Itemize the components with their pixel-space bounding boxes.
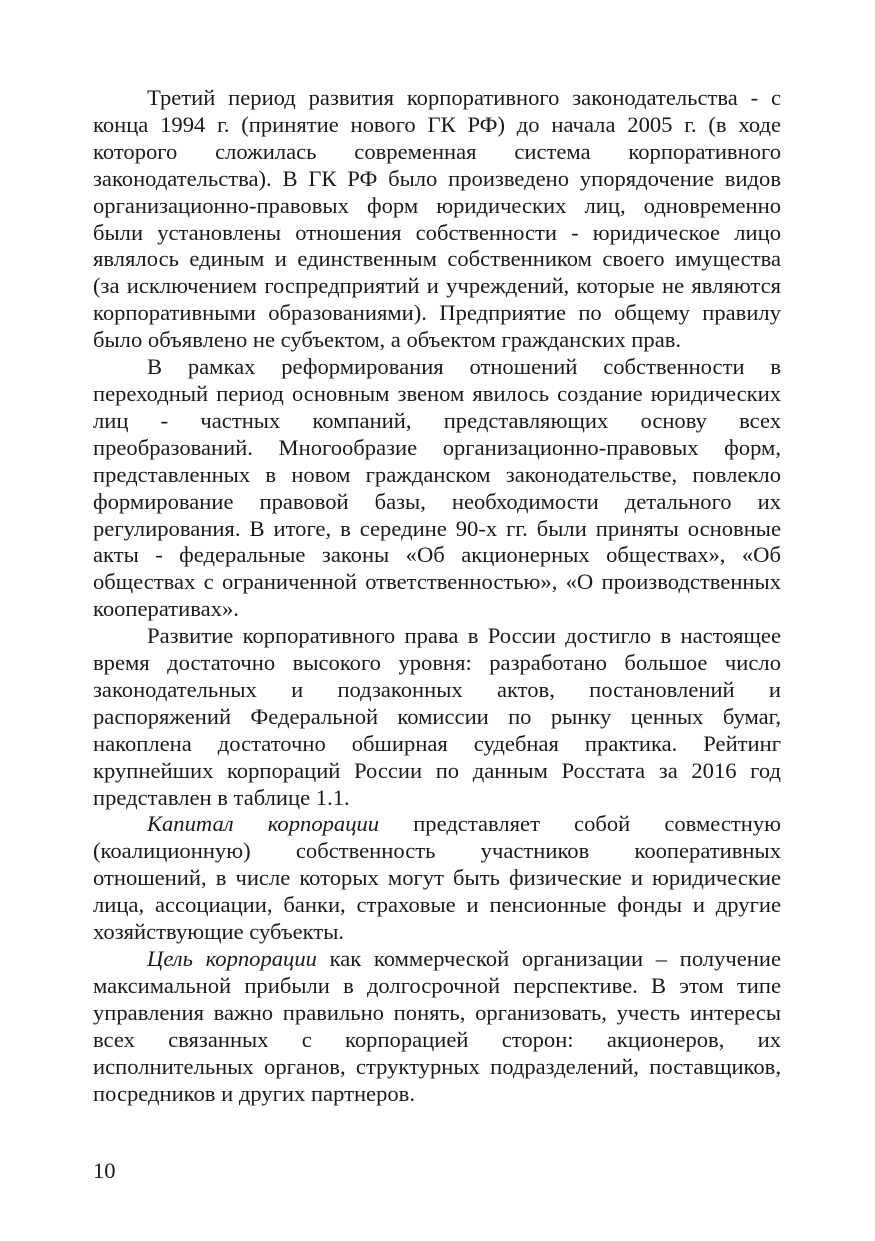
paragraph-reform xyxy=(93,354,781,623)
paragraph-third-period xyxy=(93,85,781,354)
italic-term-capital: Капитал корпорации xyxy=(147,811,380,837)
paragraph-text: как коммерческой организации – получение максимальной прибыли в долгосрочной перспективе. В этом типе управления важно правильно понять, организовать, учесть интересы всех связанных с корпорацией сторон: акционеров, их исполнительных органов, структурных подразделений, поставщиков, посредников и других партнеров. xyxy=(93,946,781,1106)
paragraph-text: Третий период развития корпоративного законодательства - с конца 1994 г. (принятие нового ГК РФ) до начала 2005 г. (в ходе которого сложилась современная система корпоративного законодательства). В ГК РФ было произведено упорядочение видов организационно-правовых форм юридических лиц, одновременно были установлены отношения собственности - юридическое лицо являлось единым и единственным собственником своего имущества (за исключением госпредприятий и учреждений, которые не являются корпоративными образованиями). Предприятие по общему правилу было объявлено не субъектом, а объектом гражданских прав. xyxy=(93,85,781,353)
paragraph-corporate-capital xyxy=(93,811,781,946)
paragraph-text: Развитие корпоративного права в России достигло в настоящее время достаточно высокого уровня: разработано большое число законодательных и подзаконных актов, постановлений и распоряжений Федеральной комиссии по рынку ценных бумаг, накоплена достаточно обширная судебная практика. Рейтинг крупнейших корпораций России по данным Росстата за 2016 год представлен в таблице 1.1. xyxy=(93,623,781,810)
paragraph-text: представляет собой совместную (коалиционную) собственность участников кооперативных отношений, в числе которых могут быть физические и юридические лица, ассоциации, банки, страховые и пенсионные фонды и другие хозяйствующие субъекты. xyxy=(93,811,781,945)
italic-term-goal: Цель корпорации xyxy=(147,946,317,971)
page-body xyxy=(93,85,781,1107)
paragraph-corporate-goal xyxy=(93,946,781,1107)
paragraph-corporate-law-development xyxy=(93,623,781,811)
paragraph-text: В рамках реформирования отношений собственности в переходный период основным звеном явилось создание юридических лиц - частных компаний, представляющих основу всех преобразований. Многообразие организационно-правовых форм, представленных в новом гражданском законодательстве, повлекло формирование правовой базы, необходимости детального их регулирования. В итоге, в середине 90-х гг. были приняты основные акты - федеральные законы «Об акционерных обществах», «Об обществах с ограниченной ответственностью», «О производственных кооперативах». xyxy=(93,354,781,622)
page-number: 10 xyxy=(93,1158,116,1183)
